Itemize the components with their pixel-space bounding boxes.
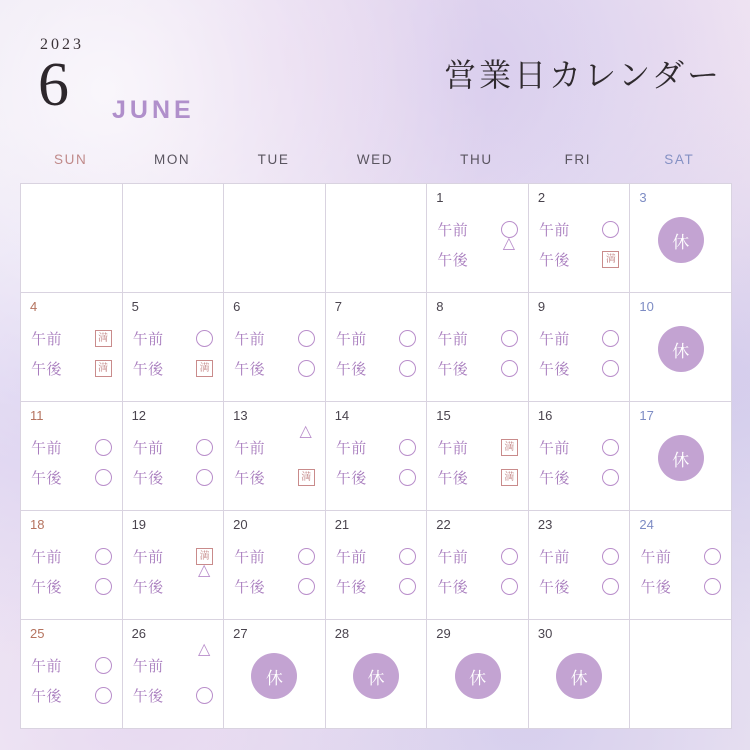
afternoon-slot[interactable] — [437, 244, 518, 274]
day-number: 4 — [30, 299, 38, 314]
morning-slot[interactable] — [133, 432, 214, 462]
day-number: 20 — [233, 517, 248, 532]
circle-icon-am — [602, 548, 619, 565]
afternoon-label: 午後 — [31, 359, 63, 378]
circle-icon-pm — [298, 578, 315, 595]
day-number: 21 — [334, 517, 350, 532]
day-cell-3[interactable] — [630, 184, 731, 292]
day-number: 24 — [639, 517, 654, 532]
morning-label: 午前 — [132, 656, 164, 675]
circle-icon-am — [399, 330, 416, 347]
day-number: 13 — [233, 408, 248, 423]
morning-label: 午前 — [437, 220, 469, 239]
triangle-icon-am — [195, 658, 213, 673]
morning-slot[interactable] — [234, 432, 315, 462]
afternoon-label: 午後 — [437, 468, 469, 487]
day-cell-20[interactable] — [224, 511, 325, 619]
afternoon-slot[interactable] — [539, 353, 620, 383]
afternoon-label: 午後 — [538, 468, 570, 487]
day-cell-5[interactable] — [123, 293, 224, 401]
day-cell-18[interactable] — [21, 511, 122, 619]
day-number: 1 — [436, 190, 444, 205]
morning-slot[interactable] — [336, 432, 417, 462]
morning-label: 午前 — [132, 329, 164, 348]
calendar-header — [0, 0, 750, 140]
day-cell-17[interactable] — [630, 402, 731, 510]
day-cell-15[interactable] — [427, 402, 528, 510]
full-icon-pm: 満 — [298, 469, 315, 486]
availability-rows — [427, 214, 528, 274]
triangle-icon-pm — [195, 579, 213, 594]
day-cell-empty — [224, 184, 325, 292]
circle-icon-am — [95, 439, 112, 456]
closed-badge: 休 — [658, 217, 704, 263]
afternoon-label: 午後 — [234, 577, 266, 596]
availability-rows — [21, 650, 122, 710]
day-cell-13[interactable] — [224, 402, 325, 510]
day-cell-9[interactable] — [529, 293, 630, 401]
availability-rows — [21, 432, 122, 492]
morning-label: 午前 — [335, 329, 367, 348]
morning-slot[interactable] — [539, 323, 620, 353]
calendar-grid — [20, 183, 732, 729]
availability-rows — [224, 323, 325, 383]
morning-slot[interactable] — [437, 432, 518, 462]
morning-slot[interactable] — [539, 432, 620, 462]
day-number: 11 — [30, 408, 44, 423]
afternoon-slot[interactable] — [133, 571, 214, 601]
day-number: 19 — [131, 517, 147, 532]
afternoon-label: 午後 — [31, 577, 63, 596]
availability-rows — [427, 323, 528, 383]
morning-label: 午前 — [538, 547, 570, 566]
day-number: 29 — [436, 626, 451, 641]
month-name: JUNE — [112, 96, 195, 124]
day-cell-23[interactable] — [529, 511, 630, 619]
afternoon-label: 午後 — [132, 577, 164, 596]
day-number: 7 — [334, 299, 342, 314]
availability-rows — [123, 323, 224, 383]
morning-label: 午前 — [31, 656, 63, 675]
circle-icon-am — [704, 548, 721, 565]
morning-label: 午前 — [31, 329, 63, 348]
page-title: 営業日カレンダー — [444, 56, 722, 94]
weekday-header-row — [20, 152, 730, 167]
day-number: 27 — [233, 626, 248, 641]
circle-icon-am — [95, 657, 112, 674]
day-cell-empty — [326, 184, 427, 292]
day-cell-12[interactable] — [123, 402, 224, 510]
afternoon-label: 午後 — [538, 577, 570, 596]
weekday-sun: SUN — [54, 152, 88, 167]
morning-slot[interactable] — [336, 323, 417, 353]
weekday-mon: MON — [153, 152, 191, 167]
morning-slot[interactable] — [31, 650, 112, 680]
weekday-sat: SAT — [664, 152, 695, 167]
day-cell-1[interactable] — [427, 184, 528, 292]
day-cell-empty — [123, 184, 224, 292]
morning-slot[interactable] — [31, 541, 112, 571]
afternoon-label: 午後 — [234, 468, 266, 487]
morning-label: 午前 — [437, 438, 469, 457]
morning-slot[interactable] — [437, 323, 518, 353]
morning-label: 午前 — [538, 220, 570, 239]
afternoon-label: 午後 — [234, 359, 266, 378]
morning-label: 午前 — [437, 547, 469, 566]
weekday-tue: TUE — [257, 152, 290, 167]
circle-icon-pm — [399, 578, 416, 595]
circle-icon-pm — [602, 469, 619, 486]
day-number: 12 — [131, 408, 147, 423]
full-icon-pm: 満 — [501, 469, 518, 486]
day-cell-empty — [21, 184, 122, 292]
afternoon-label: 午後 — [335, 468, 367, 487]
afternoon-label: 午後 — [640, 577, 672, 596]
day-number: 18 — [30, 517, 45, 532]
morning-slot[interactable] — [539, 214, 620, 244]
afternoon-slot[interactable] — [336, 571, 417, 601]
morning-label: 午前 — [538, 438, 570, 457]
morning-label: 午前 — [31, 547, 63, 566]
availability-rows — [529, 214, 630, 274]
availability-rows — [427, 432, 528, 492]
circle-icon-am — [95, 548, 112, 565]
closed-badge: 休 — [353, 653, 399, 699]
circle-icon-am — [399, 548, 416, 565]
day-number: 8 — [436, 299, 444, 314]
day-number: 14 — [334, 408, 350, 423]
day-number: 5 — [131, 299, 139, 314]
day-cell-14[interactable] — [326, 402, 427, 510]
afternoon-slot[interactable] — [234, 353, 315, 383]
circle-icon-pm — [704, 578, 721, 595]
morning-slot[interactable] — [234, 541, 315, 571]
day-cell-7[interactable] — [326, 293, 427, 401]
full-icon-pm: 満 — [602, 251, 619, 268]
afternoon-label: 午後 — [132, 359, 164, 378]
afternoon-slot[interactable] — [234, 462, 315, 492]
afternoon-slot[interactable] — [539, 462, 620, 492]
circle-icon-pm — [95, 469, 112, 486]
circle-icon-pm — [95, 687, 112, 704]
full-icon-pm: 満 — [196, 360, 213, 377]
afternoon-slot[interactable] — [640, 571, 721, 601]
afternoon-slot[interactable] — [336, 353, 417, 383]
availability-rows — [427, 541, 528, 601]
morning-slot[interactable] — [437, 541, 518, 571]
morning-slot[interactable] — [31, 323, 112, 353]
day-number: 2 — [537, 190, 546, 205]
availability-rows — [224, 432, 325, 492]
day-cell-26[interactable] — [123, 620, 224, 728]
afternoon-slot[interactable] — [133, 680, 214, 710]
day-cell-empty — [630, 620, 731, 728]
closed-badge: 休 — [251, 653, 297, 699]
afternoon-slot[interactable] — [336, 462, 417, 492]
morning-label: 午前 — [538, 329, 570, 348]
afternoon-label: 午後 — [437, 577, 469, 596]
circle-icon-pm — [501, 578, 518, 595]
circle-icon-am — [196, 330, 213, 347]
morning-label: 午前 — [640, 547, 672, 566]
day-number: 30 — [537, 626, 553, 641]
circle-icon-am — [501, 548, 518, 565]
weekday-wed: WED — [356, 152, 394, 167]
circle-icon-am — [602, 330, 619, 347]
closed-badge: 休 — [455, 653, 501, 699]
afternoon-slot[interactable] — [31, 353, 112, 383]
circle-icon-am — [501, 330, 518, 347]
day-cell-29[interactable] — [427, 620, 528, 728]
afternoon-slot[interactable] — [133, 462, 214, 492]
full-icon-am: 満 — [95, 330, 112, 347]
day-cell-22[interactable] — [427, 511, 528, 619]
morning-label: 午前 — [132, 547, 164, 566]
circle-icon-pm — [95, 578, 112, 595]
availability-rows — [123, 650, 224, 710]
day-cell-28[interactable] — [326, 620, 427, 728]
day-cell-30[interactable] — [529, 620, 630, 728]
availability-rows — [326, 541, 427, 601]
afternoon-slot[interactable] — [539, 571, 620, 601]
circle-icon-pm — [298, 360, 315, 377]
day-cell-4[interactable] — [21, 293, 122, 401]
day-cell-25[interactable] — [21, 620, 122, 728]
day-number: 16 — [537, 408, 553, 423]
morning-slot[interactable] — [31, 432, 112, 462]
circle-icon-pm — [501, 360, 518, 377]
day-cell-21[interactable] — [326, 511, 427, 619]
full-icon-am: 満 — [501, 439, 518, 456]
morning-label: 午前 — [132, 438, 164, 457]
year-label: 2023 — [40, 36, 84, 53]
day-cell-27[interactable] — [224, 620, 325, 728]
availability-rows — [21, 323, 122, 383]
afternoon-slot[interactable] — [234, 571, 315, 601]
availability-rows — [21, 541, 122, 601]
afternoon-label: 午後 — [335, 577, 367, 596]
availability-rows — [326, 432, 427, 492]
day-cell-6[interactable] — [224, 293, 325, 401]
morning-slot[interactable] — [133, 650, 214, 680]
circle-icon-pm — [399, 360, 416, 377]
circle-icon-am — [602, 439, 619, 456]
afternoon-slot[interactable] — [133, 353, 214, 383]
triangle-icon-pm — [500, 252, 518, 267]
day-number: 3 — [639, 190, 647, 205]
day-number: 26 — [131, 626, 147, 641]
morning-slot[interactable] — [336, 541, 417, 571]
morning-label: 午前 — [234, 547, 266, 566]
circle-icon-am — [298, 330, 315, 347]
day-cell-2[interactable] — [529, 184, 630, 292]
afternoon-label: 午後 — [132, 686, 164, 705]
morning-slot[interactable] — [234, 323, 315, 353]
availability-rows — [529, 541, 630, 601]
day-cell-8[interactable] — [427, 293, 528, 401]
morning-label: 午前 — [234, 438, 266, 457]
afternoon-label: 午後 — [538, 250, 570, 269]
morning-slot[interactable] — [539, 541, 620, 571]
full-icon-pm: 満 — [95, 360, 112, 377]
afternoon-slot[interactable] — [437, 353, 518, 383]
morning-slot[interactable] — [640, 541, 721, 571]
circle-icon-pm — [196, 687, 213, 704]
morning-label: 午前 — [335, 547, 367, 566]
afternoon-slot[interactable] — [31, 571, 112, 601]
afternoon-label: 午後 — [335, 359, 367, 378]
day-number: 15 — [436, 408, 451, 423]
availability-rows — [326, 323, 427, 383]
day-cell-16[interactable] — [529, 402, 630, 510]
afternoon-slot[interactable] — [31, 680, 112, 710]
day-number: 28 — [334, 626, 350, 641]
morning-slot[interactable] — [133, 323, 214, 353]
afternoon-label: 午後 — [538, 359, 570, 378]
triangle-icon-am — [297, 440, 315, 455]
weekday-thu: THU — [460, 152, 493, 167]
afternoon-label: 午後 — [31, 468, 63, 487]
circle-icon-pm — [196, 469, 213, 486]
availability-rows — [529, 323, 630, 383]
morning-label: 午前 — [31, 438, 63, 457]
morning-label: 午前 — [234, 329, 266, 348]
availability-rows — [123, 432, 224, 492]
availability-rows — [529, 432, 630, 492]
day-number: 23 — [537, 517, 553, 532]
afternoon-label: 午後 — [437, 359, 469, 378]
afternoon-slot[interactable] — [31, 462, 112, 492]
day-number: 6 — [233, 299, 241, 314]
circle-icon-am — [399, 439, 416, 456]
day-number: 22 — [436, 517, 451, 532]
afternoon-label: 午後 — [132, 468, 164, 487]
availability-rows — [630, 541, 731, 601]
full-icon-am: 満 — [196, 548, 213, 565]
day-number: 9 — [537, 299, 546, 314]
day-cell-11[interactable] — [21, 402, 122, 510]
afternoon-label: 午後 — [31, 686, 63, 705]
afternoon-slot[interactable] — [539, 244, 620, 274]
afternoon-slot[interactable] — [437, 462, 518, 492]
circle-icon-am — [298, 548, 315, 565]
day-number: 17 — [639, 408, 654, 423]
afternoon-label: 午後 — [437, 250, 469, 269]
closed-badge: 休 — [658, 435, 704, 481]
availability-rows — [224, 541, 325, 601]
day-cell-24[interactable] — [630, 511, 731, 619]
day-cell-19[interactable] — [123, 511, 224, 619]
closed-badge: 休 — [658, 326, 704, 372]
circle-icon-am — [196, 439, 213, 456]
morning-label: 午前 — [335, 438, 367, 457]
day-cell-10[interactable] — [630, 293, 731, 401]
day-number: 10 — [639, 299, 654, 314]
afternoon-slot[interactable] — [437, 571, 518, 601]
circle-icon-pm — [602, 360, 619, 377]
closed-badge: 休 — [556, 653, 602, 699]
day-number: 25 — [30, 626, 45, 641]
morning-label: 午前 — [437, 329, 469, 348]
weekday-fri: FRI — [564, 152, 592, 167]
circle-icon-pm — [602, 578, 619, 595]
circle-icon-pm — [399, 469, 416, 486]
month-number: 6 — [38, 51, 69, 119]
availability-rows — [123, 541, 224, 601]
circle-icon-am — [602, 221, 619, 238]
